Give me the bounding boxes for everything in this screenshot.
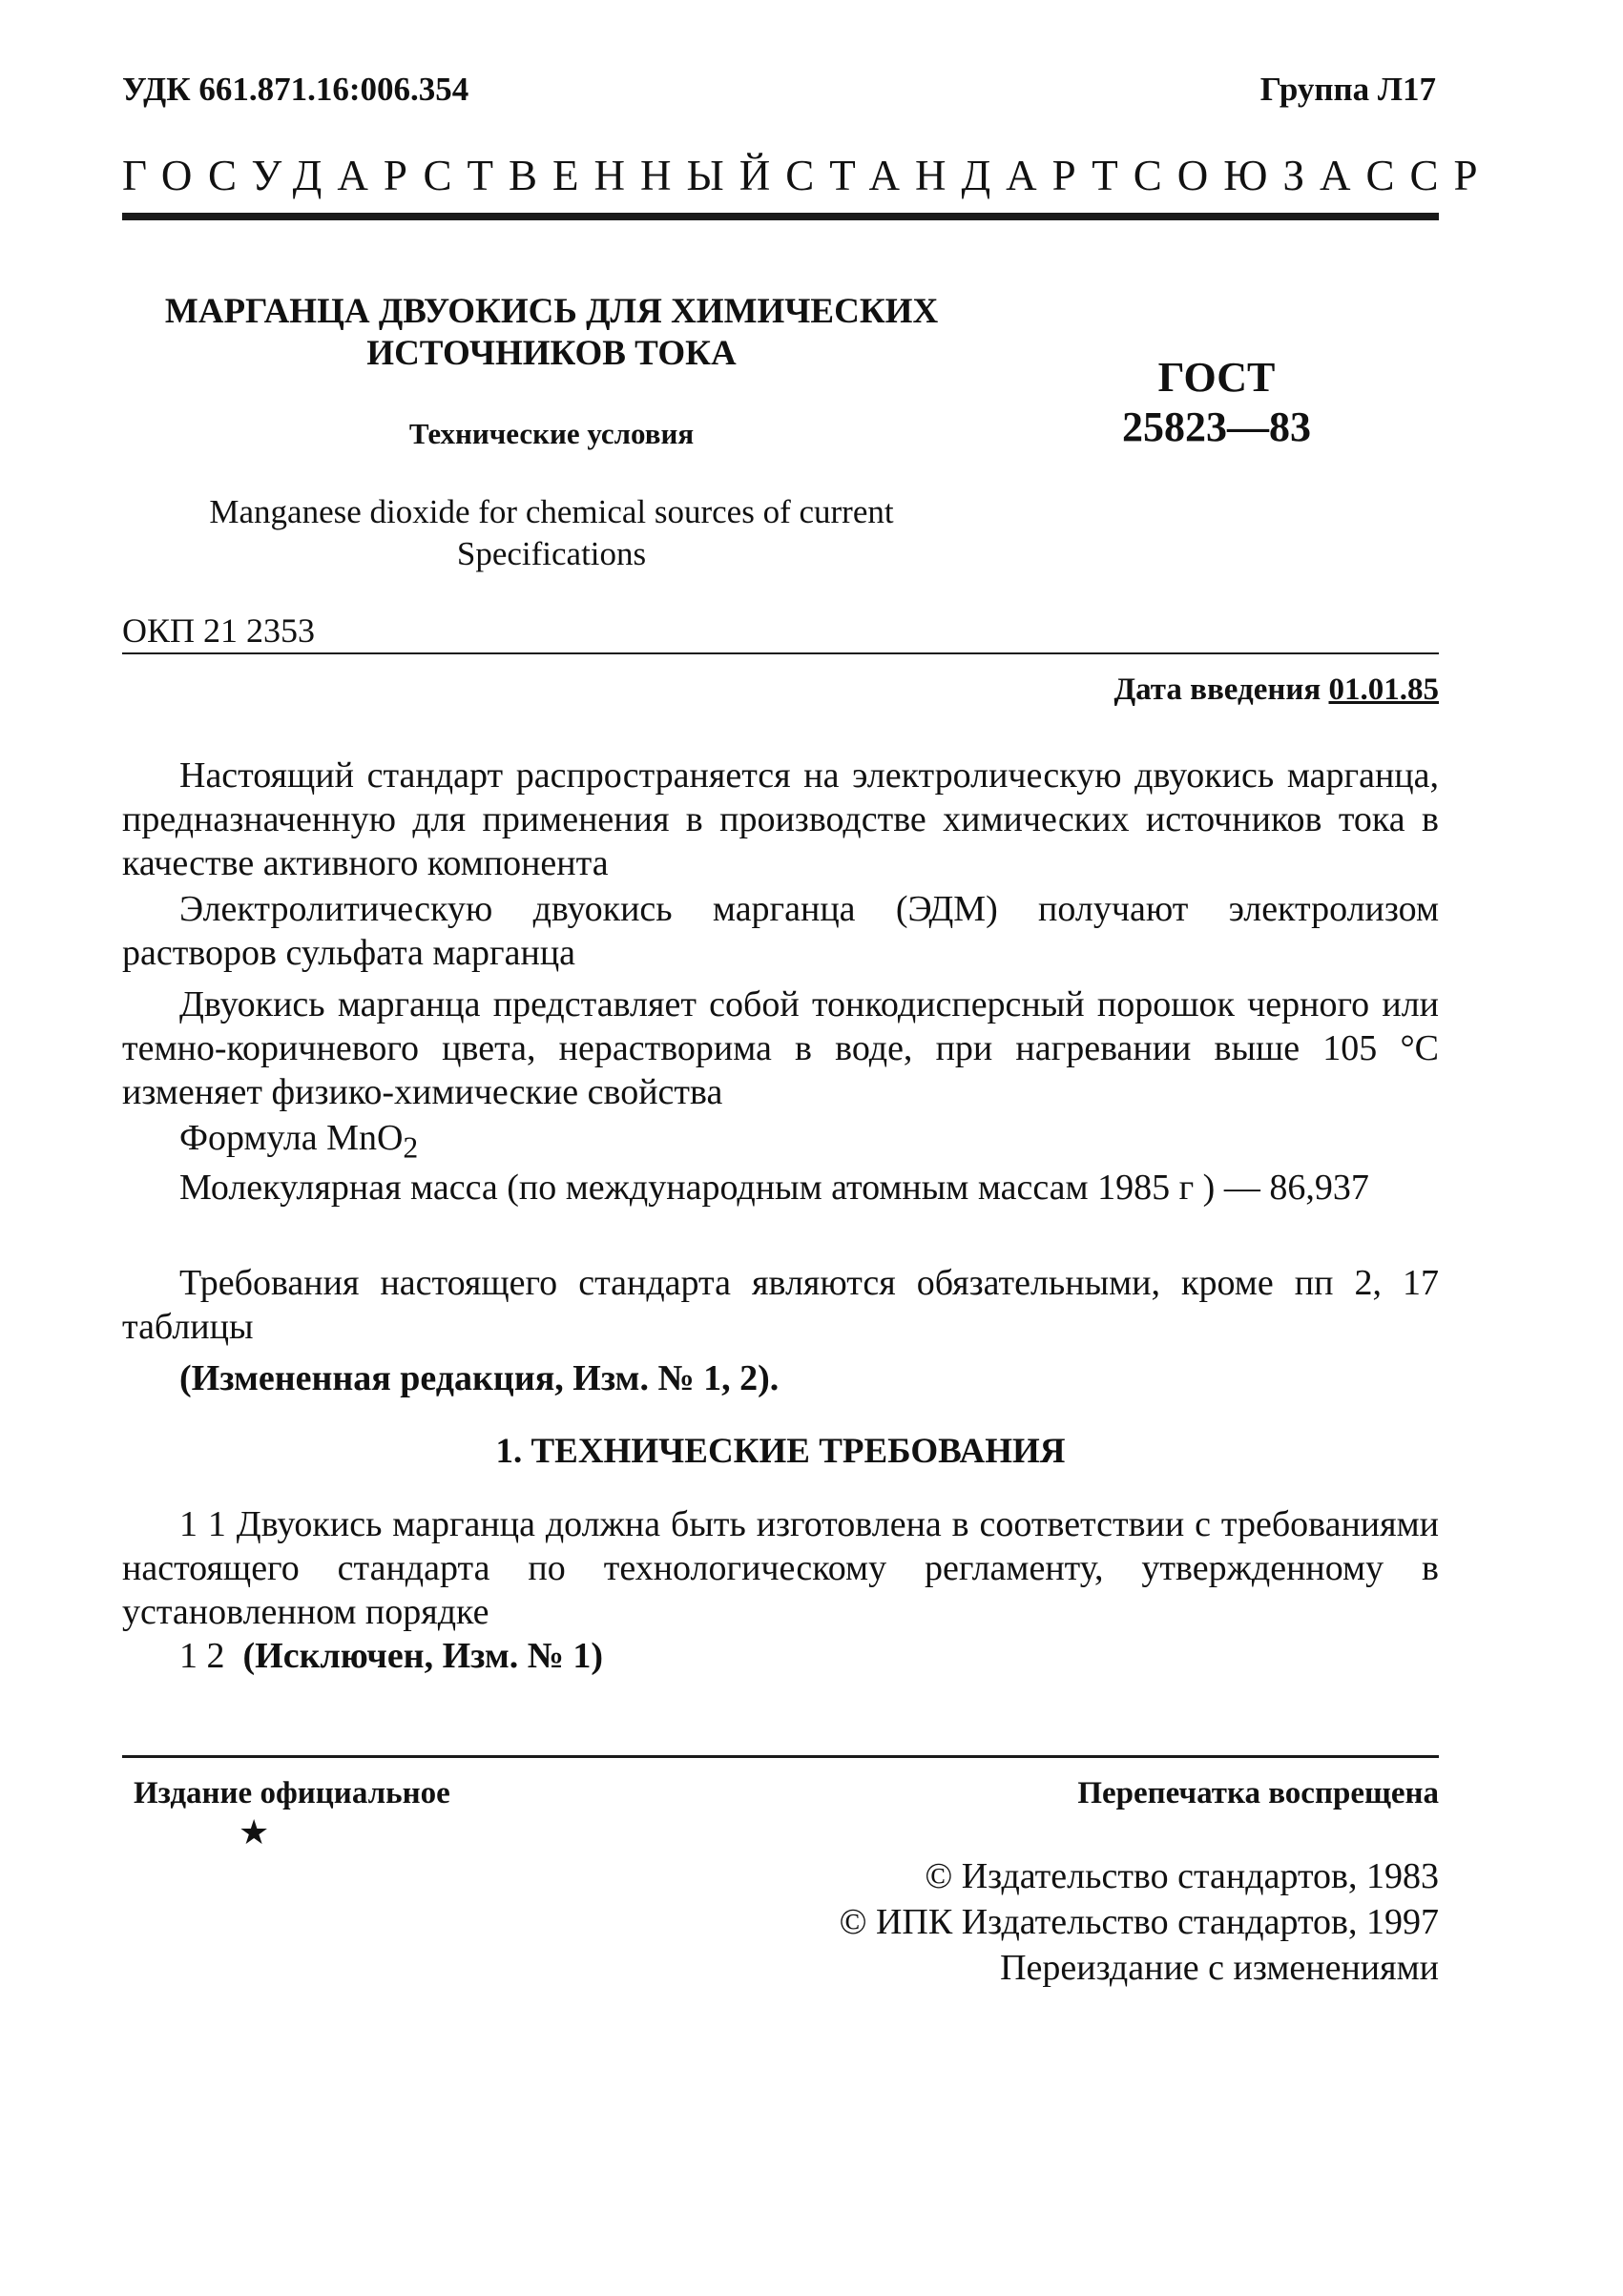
- scope-paragraph: Настоящий стандарт распространяется на электролическую двуокись марганца, предназначенную для применения в производстве химических источников тока в качестве активного компонента: [122, 755, 1439, 883]
- state-standard-heading: [122, 151, 1493, 200]
- state-standard-word-2: СТАНДАРТ: [785, 152, 1134, 199]
- english-title-line-1: Manganese dioxide for chemical sources of current: [209, 493, 894, 530]
- formula-subscript: 2: [403, 1130, 419, 1165]
- official-edition-label: Издание официальное: [134, 1776, 450, 1810]
- star-icon: ★: [239, 1813, 270, 1851]
- clause-1-2-number: 1 2: [179, 1636, 225, 1676]
- okp-divider: [122, 652, 1439, 654]
- properties-paragraph: Двуокись марганца представляет собой тонкодисперсный порошок черного или темно-коричневого цвета, нерастворима в воде, при нагревании выше 105 °С изменяет физико-химические свойства: [122, 984, 1439, 1112]
- clause-1-1: 1 1 Двуокись марганца должна быть изготовлена в соответствии с требованиями настоящего стандарта по технологическому регламенту, утвержденному в установленном порядке: [122, 1504, 1439, 1632]
- state-standard-word-1: ГОСУДАРСТВЕННЫЙ: [122, 152, 786, 199]
- footer-divider: [122, 1755, 1439, 1758]
- copyright-1997: © ИПК Издательство стандартов, 1997: [839, 1902, 1439, 1942]
- state-standard-word-4: ССР: [1365, 152, 1493, 199]
- gost-label: ГОСТ: [1157, 354, 1276, 401]
- formula-text: Формула MnO: [179, 1118, 404, 1158]
- requirements-paragraph: Требования настоящего стандарта являются обязательными, кроме пп 2, 17 таблицы: [122, 1263, 1439, 1347]
- amendment-note: (Измененная редакция, Изм. № 1, 2).: [179, 1358, 780, 1398]
- copyright-1983: © Издательство стандартов, 1983: [925, 1856, 1439, 1896]
- udk-code: УДК 661.871.16:006.354: [122, 71, 469, 108]
- english-title: [122, 491, 981, 575]
- section-heading: 1. ТЕХНИЧЕСКИЕ ТРЕБОВАНИЯ: [495, 1432, 1066, 1471]
- header-divider: [122, 213, 1439, 220]
- reprint-prohibited-label: Перепечатка воспрещена: [1077, 1776, 1439, 1810]
- introduction-date-label: Дата введения: [1113, 672, 1321, 707]
- english-title-line-2: Specifications: [456, 535, 647, 572]
- document-subtitle: Технические условия: [408, 417, 695, 450]
- gost-number: 25823—83: [1122, 403, 1311, 450]
- reissue-note: Переиздание с изменениями: [1000, 1948, 1439, 1988]
- title-line-1: МАРГАНЦА ДВУОКИСЬ ДЛЯ ХИМИЧЕСКИХ: [164, 292, 939, 331]
- molecular-mass-paragraph: Молекулярная масса (по международным атомным массам 1985 г ) — 86,937: [179, 1168, 1369, 1208]
- introduction-date-value: 01.01.85: [1328, 672, 1439, 707]
- group-code: Группа Л17: [1259, 71, 1436, 108]
- document-title: [122, 291, 981, 375]
- production-paragraph: Электролитическую двуокись марганца (ЭДМ) получают электролизом растворов сульфата марганца: [122, 889, 1439, 973]
- title-line-2: ИСТОЧНИКОВ ТОКА: [366, 334, 737, 373]
- clause-1-2: [122, 1634, 1439, 1678]
- okp-code: ОКП 21 2353: [122, 611, 316, 650]
- introduction-date: [1113, 672, 1439, 708]
- state-standard-word-3: СОЮЗА: [1133, 152, 1366, 199]
- clause-1-2-text: (Исключен, Изм. № 1): [242, 1636, 604, 1676]
- formula-paragraph: [122, 1116, 1439, 1170]
